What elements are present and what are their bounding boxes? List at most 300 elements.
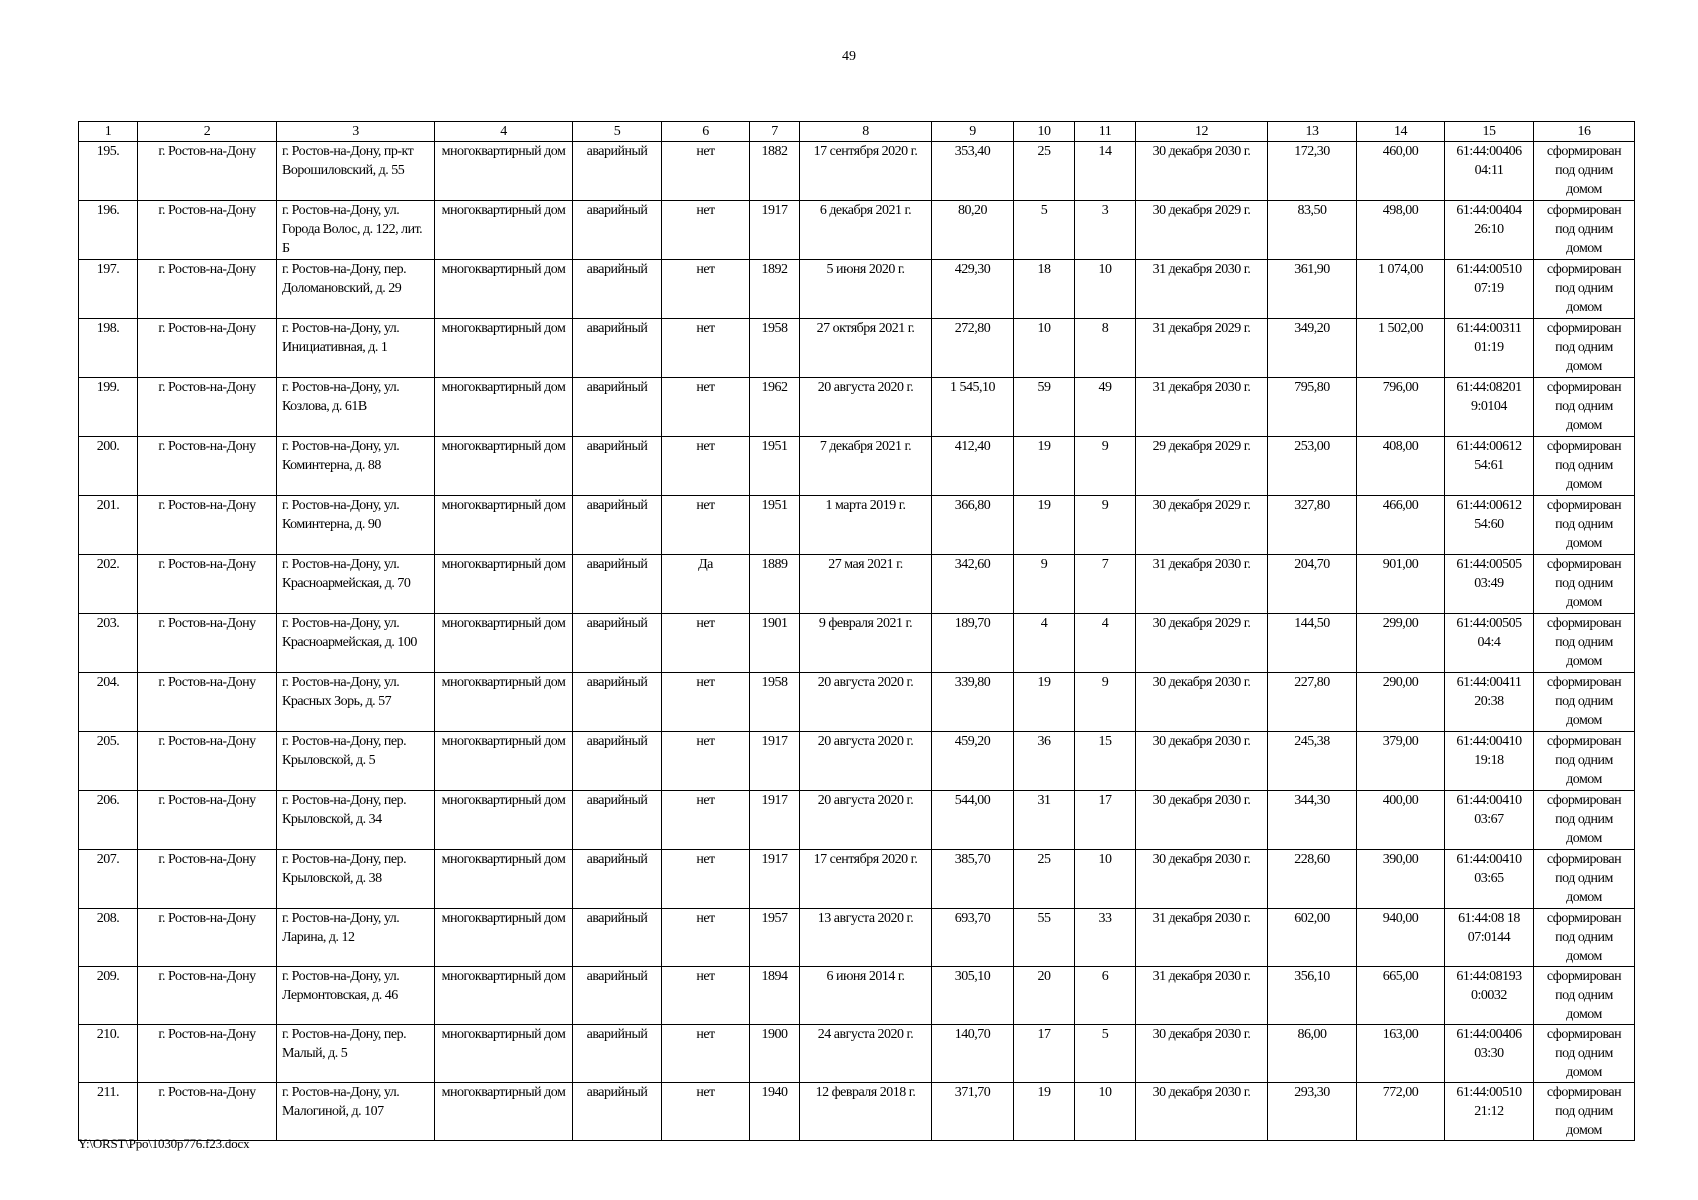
area-14-cell: 901,00 bbox=[1357, 555, 1445, 614]
building-type-cell: многоквартирный дом bbox=[435, 260, 573, 319]
year-cell: 1894 bbox=[750, 967, 800, 1025]
cadastral-number-cell: 61:44:00410 03:67 bbox=[1445, 791, 1534, 850]
flag-cell: нет bbox=[662, 437, 750, 496]
area-13-cell: 245,38 bbox=[1268, 732, 1357, 791]
area-13-cell: 293,30 bbox=[1268, 1083, 1357, 1141]
apartments-cell: 14 bbox=[1075, 142, 1136, 201]
area-13-cell: 602,00 bbox=[1268, 909, 1357, 967]
land-status-cell: сформирован под одним домом bbox=[1534, 201, 1635, 260]
row-number: 196. bbox=[79, 201, 138, 260]
recognition-date-cell: 27 мая 2021 г. bbox=[800, 555, 932, 614]
city-cell: г. Ростов-на-Дону bbox=[138, 909, 277, 967]
column-header-16: 16 bbox=[1534, 122, 1635, 142]
residents-cell: 17 bbox=[1014, 1025, 1075, 1083]
area-14-cell: 1 074,00 bbox=[1357, 260, 1445, 319]
building-type-cell: многоквартирный дом bbox=[435, 555, 573, 614]
condition-cell: аварийный bbox=[573, 909, 662, 967]
row-number: 197. bbox=[79, 260, 138, 319]
cadastral-number-cell: 61:44:00411 20:38 bbox=[1445, 673, 1534, 732]
year-cell: 1958 bbox=[750, 673, 800, 732]
flag-cell: нет bbox=[662, 673, 750, 732]
apartments-cell: 49 bbox=[1075, 378, 1136, 437]
city-cell: г. Ростов-на-Дону bbox=[138, 201, 277, 260]
apartments-cell: 9 bbox=[1075, 673, 1136, 732]
land-status-cell: сформирован под одним домом bbox=[1534, 319, 1635, 378]
recognition-date-cell: 9 февраля 2021 г. bbox=[800, 614, 932, 673]
planned-date-cell: 29 декабря 2029 г. bbox=[1136, 437, 1268, 496]
row-number: 195. bbox=[79, 142, 138, 201]
recognition-date-cell: 6 июня 2014 г. bbox=[800, 967, 932, 1025]
planned-date-cell: 30 декабря 2029 г. bbox=[1136, 496, 1268, 555]
year-cell: 1900 bbox=[750, 1025, 800, 1083]
column-header-11: 11 bbox=[1075, 122, 1136, 142]
land-status-cell: сформирован под одним домом bbox=[1534, 437, 1635, 496]
year-cell: 1958 bbox=[750, 319, 800, 378]
residents-cell: 18 bbox=[1014, 260, 1075, 319]
cadastral-number-cell: 61:44:00410 19:18 bbox=[1445, 732, 1534, 791]
building-type-cell: многоквартирный дом bbox=[435, 437, 573, 496]
address-cell: г. Ростов-на-Дону, пер. Малый, д. 5 bbox=[277, 1025, 435, 1083]
land-status-cell: сформирован под одним домом bbox=[1534, 555, 1635, 614]
area-13-cell: 228,60 bbox=[1268, 850, 1357, 909]
area-cell: 371,70 bbox=[932, 1083, 1014, 1141]
footer-file-path: Y:\ORST\Ppo\1030p776.f23.docx bbox=[78, 1136, 250, 1151]
recognition-date-cell: 7 декабря 2021 г. bbox=[800, 437, 932, 496]
building-type-cell: многоквартирный дом bbox=[435, 378, 573, 437]
cadastral-number-cell: 61:44:00505 03:49 bbox=[1445, 555, 1534, 614]
recognition-date-cell: 1 марта 2019 г. bbox=[800, 496, 932, 555]
area-cell: 385,70 bbox=[932, 850, 1014, 909]
planned-date-cell: 30 декабря 2030 г. bbox=[1136, 850, 1268, 909]
recognition-date-cell: 6 декабря 2021 г. bbox=[800, 201, 932, 260]
address-cell: г. Ростов-на-Дону, ул. Козлова, д. 61В bbox=[277, 378, 435, 437]
area-cell: 339,80 bbox=[932, 673, 1014, 732]
cadastral-number-cell: 61:44:08 18 07:0144 bbox=[1445, 909, 1534, 967]
cadastral-number-cell: 61:44:00612 54:60 bbox=[1445, 496, 1534, 555]
land-status-cell: сформирован под одним домом bbox=[1534, 967, 1635, 1025]
column-header-9: 9 bbox=[932, 122, 1014, 142]
address-cell: г. Ростов-на-Дону, пер. Крыловской, д. 38 bbox=[277, 850, 435, 909]
flag-cell: нет bbox=[662, 201, 750, 260]
row-number: 204. bbox=[79, 673, 138, 732]
year-cell: 1962 bbox=[750, 378, 800, 437]
table-row bbox=[79, 496, 1635, 555]
area-14-cell: 1 502,00 bbox=[1357, 319, 1445, 378]
planned-date-cell: 30 декабря 2029 г. bbox=[1136, 614, 1268, 673]
apartments-cell: 5 bbox=[1075, 1025, 1136, 1083]
city-cell: г. Ростов-на-Дону bbox=[138, 555, 277, 614]
cadastral-number-cell: 61:44:00410 03:65 bbox=[1445, 850, 1534, 909]
table-row bbox=[79, 319, 1635, 378]
row-number: 210. bbox=[79, 1025, 138, 1083]
column-header-13: 13 bbox=[1268, 122, 1357, 142]
table-row bbox=[79, 791, 1635, 850]
area-14-cell: 498,00 bbox=[1357, 201, 1445, 260]
residents-cell: 9 bbox=[1014, 555, 1075, 614]
column-header-12: 12 bbox=[1136, 122, 1268, 142]
condition-cell: аварийный bbox=[573, 1083, 662, 1141]
column-header-4: 4 bbox=[435, 122, 573, 142]
year-cell: 1892 bbox=[750, 260, 800, 319]
area-13-cell: 795,80 bbox=[1268, 378, 1357, 437]
planned-date-cell: 30 декабря 2030 г. bbox=[1136, 673, 1268, 732]
recognition-date-cell: 12 февраля 2018 г. bbox=[800, 1083, 932, 1141]
recognition-date-cell: 27 октября 2021 г. bbox=[800, 319, 932, 378]
building-type-cell: многоквартирный дом bbox=[435, 142, 573, 201]
apartments-cell: 9 bbox=[1075, 437, 1136, 496]
land-status-cell: сформирован под одним домом bbox=[1534, 791, 1635, 850]
address-cell: г. Ростов-на-Дону, ул. Малогиной, д. 107 bbox=[277, 1083, 435, 1141]
area-13-cell: 253,00 bbox=[1268, 437, 1357, 496]
land-status-cell: сформирован под одним домом bbox=[1534, 850, 1635, 909]
address-cell: г. Ростов-на-Дону, пр-кт Ворошиловский, д. 55 bbox=[277, 142, 435, 201]
building-type-cell: многоквартирный дом bbox=[435, 967, 573, 1025]
address-cell: г. Ростов-на-Дону, пер. Крыловской, д. 34 bbox=[277, 791, 435, 850]
table-row bbox=[79, 201, 1635, 260]
building-type-cell: многоквартирный дом bbox=[435, 732, 573, 791]
land-status-cell: сформирован под одним домом bbox=[1534, 614, 1635, 673]
cadastral-number-cell: 61:44:00311 01:19 bbox=[1445, 319, 1534, 378]
year-cell: 1901 bbox=[750, 614, 800, 673]
address-cell: г. Ростов-на-Дону, ул. Города Волос, д. 122, лит. Б bbox=[277, 201, 435, 260]
area-cell: 412,40 bbox=[932, 437, 1014, 496]
flag-cell: нет bbox=[662, 260, 750, 319]
city-cell: г. Ростов-на-Дону bbox=[138, 1025, 277, 1083]
column-header-8: 8 bbox=[800, 122, 932, 142]
building-type-cell: многоквартирный дом bbox=[435, 850, 573, 909]
address-cell: г. Ростов-на-Дону, ул. Коминтерна, д. 88 bbox=[277, 437, 435, 496]
cadastral-number-cell: 61:44:00406 03:30 bbox=[1445, 1025, 1534, 1083]
flag-cell: нет bbox=[662, 1083, 750, 1141]
area-cell: 80,20 bbox=[932, 201, 1014, 260]
table-row bbox=[79, 555, 1635, 614]
city-cell: г. Ростов-на-Дону bbox=[138, 614, 277, 673]
flag-cell: нет bbox=[662, 791, 750, 850]
row-number: 202. bbox=[79, 555, 138, 614]
city-cell: г. Ростов-на-Дону bbox=[138, 142, 277, 201]
planned-date-cell: 31 декабря 2029 г. bbox=[1136, 319, 1268, 378]
table-row bbox=[79, 437, 1635, 496]
year-cell: 1917 bbox=[750, 791, 800, 850]
area-cell: 140,70 bbox=[932, 1025, 1014, 1083]
land-status-cell: сформирован под одним домом bbox=[1534, 378, 1635, 437]
planned-date-cell: 31 декабря 2030 г. bbox=[1136, 909, 1268, 967]
apartments-cell: 8 bbox=[1075, 319, 1136, 378]
building-type-cell: многоквартирный дом bbox=[435, 673, 573, 732]
recognition-date-cell: 17 сентября 2020 г. bbox=[800, 142, 932, 201]
flag-cell: нет bbox=[662, 732, 750, 791]
column-header-5: 5 bbox=[573, 122, 662, 142]
area-13-cell: 172,30 bbox=[1268, 142, 1357, 201]
planned-date-cell: 30 декабря 2029 г. bbox=[1136, 201, 1268, 260]
land-status-cell: сформирован под одним домом bbox=[1534, 732, 1635, 791]
area-cell: 429,30 bbox=[932, 260, 1014, 319]
year-cell: 1882 bbox=[750, 142, 800, 201]
building-type-cell: многоквартирный дом bbox=[435, 1025, 573, 1083]
area-cell: 353,40 bbox=[932, 142, 1014, 201]
table-row bbox=[79, 378, 1635, 437]
row-number: 208. bbox=[79, 909, 138, 967]
area-13-cell: 356,10 bbox=[1268, 967, 1357, 1025]
condition-cell: аварийный bbox=[573, 496, 662, 555]
residents-cell: 31 bbox=[1014, 791, 1075, 850]
area-13-cell: 86,00 bbox=[1268, 1025, 1357, 1083]
building-type-cell: многоквартирный дом bbox=[435, 614, 573, 673]
row-number: 205. bbox=[79, 732, 138, 791]
condition-cell: аварийный bbox=[573, 1025, 662, 1083]
flag-cell: нет bbox=[662, 967, 750, 1025]
area-14-cell: 299,00 bbox=[1357, 614, 1445, 673]
column-header-2: 2 bbox=[138, 122, 277, 142]
land-status-cell: сформирован под одним домом bbox=[1534, 909, 1635, 967]
area-cell: 459,20 bbox=[932, 732, 1014, 791]
apartments-cell: 9 bbox=[1075, 496, 1136, 555]
area-13-cell: 344,30 bbox=[1268, 791, 1357, 850]
condition-cell: аварийный bbox=[573, 260, 662, 319]
residents-cell: 19 bbox=[1014, 496, 1075, 555]
apartments-cell: 6 bbox=[1075, 967, 1136, 1025]
planned-date-cell: 31 декабря 2030 г. bbox=[1136, 378, 1268, 437]
cadastral-number-cell: 61:44:00510 21:12 bbox=[1445, 1083, 1534, 1141]
area-14-cell: 665,00 bbox=[1357, 967, 1445, 1025]
residents-cell: 19 bbox=[1014, 1083, 1075, 1141]
area-cell: 693,70 bbox=[932, 909, 1014, 967]
row-number: 206. bbox=[79, 791, 138, 850]
row-number: 209. bbox=[79, 967, 138, 1025]
address-cell: г. Ростов-на-Дону, ул. Лермонтовская, д. 46 bbox=[277, 967, 435, 1025]
row-number: 201. bbox=[79, 496, 138, 555]
table-row bbox=[79, 732, 1635, 791]
recognition-date-cell: 24 августа 2020 г. bbox=[800, 1025, 932, 1083]
flag-cell: нет bbox=[662, 1025, 750, 1083]
condition-cell: аварийный bbox=[573, 673, 662, 732]
planned-date-cell: 30 декабря 2030 г. bbox=[1136, 1083, 1268, 1141]
area-cell: 1 545,10 bbox=[932, 378, 1014, 437]
table-row bbox=[79, 850, 1635, 909]
residents-cell: 25 bbox=[1014, 142, 1075, 201]
condition-cell: аварийный bbox=[573, 378, 662, 437]
area-13-cell: 349,20 bbox=[1268, 319, 1357, 378]
table-row bbox=[79, 673, 1635, 732]
row-number: 200. bbox=[79, 437, 138, 496]
planned-date-cell: 31 декабря 2030 г. bbox=[1136, 260, 1268, 319]
flag-cell: нет bbox=[662, 378, 750, 437]
apartments-cell: 10 bbox=[1075, 1083, 1136, 1141]
condition-cell: аварийный bbox=[573, 319, 662, 378]
housing-table bbox=[78, 121, 1635, 1141]
residents-cell: 36 bbox=[1014, 732, 1075, 791]
table-row bbox=[79, 1025, 1635, 1083]
address-cell: г. Ростов-на-Дону, ул. Ларина, д. 12 bbox=[277, 909, 435, 967]
city-cell: г. Ростов-на-Дону bbox=[138, 378, 277, 437]
city-cell: г. Ростов-на-Дону bbox=[138, 850, 277, 909]
city-cell: г. Ростов-на-Дону bbox=[138, 437, 277, 496]
residents-cell: 5 bbox=[1014, 201, 1075, 260]
building-type-cell: многоквартирный дом bbox=[435, 791, 573, 850]
table-header bbox=[79, 122, 1635, 142]
area-14-cell: 408,00 bbox=[1357, 437, 1445, 496]
column-header-15: 15 bbox=[1445, 122, 1534, 142]
area-14-cell: 290,00 bbox=[1357, 673, 1445, 732]
recognition-date-cell: 20 августа 2020 г. bbox=[800, 791, 932, 850]
residents-cell: 59 bbox=[1014, 378, 1075, 437]
year-cell: 1917 bbox=[750, 850, 800, 909]
area-cell: 366,80 bbox=[932, 496, 1014, 555]
planned-date-cell: 30 декабря 2030 г. bbox=[1136, 791, 1268, 850]
area-13-cell: 144,50 bbox=[1268, 614, 1357, 673]
table-body bbox=[79, 142, 1635, 1141]
condition-cell: аварийный bbox=[573, 791, 662, 850]
flag-cell: Да bbox=[662, 555, 750, 614]
residents-cell: 10 bbox=[1014, 319, 1075, 378]
table-row bbox=[79, 1083, 1635, 1141]
apartments-cell: 10 bbox=[1075, 260, 1136, 319]
residents-cell: 55 bbox=[1014, 909, 1075, 967]
building-type-cell: многоквартирный дом bbox=[435, 201, 573, 260]
flag-cell: нет bbox=[662, 142, 750, 201]
residents-cell: 4 bbox=[1014, 614, 1075, 673]
year-cell: 1917 bbox=[750, 732, 800, 791]
apartments-cell: 3 bbox=[1075, 201, 1136, 260]
city-cell: г. Ростов-на-Дону bbox=[138, 732, 277, 791]
land-status-cell: сформирован под одним домом bbox=[1534, 496, 1635, 555]
flag-cell: нет bbox=[662, 850, 750, 909]
area-14-cell: 940,00 bbox=[1357, 909, 1445, 967]
header-row bbox=[79, 122, 1635, 142]
condition-cell: аварийный bbox=[573, 201, 662, 260]
recognition-date-cell: 17 сентября 2020 г. bbox=[800, 850, 932, 909]
cadastral-number-cell: 61:44:00404 26:10 bbox=[1445, 201, 1534, 260]
land-status-cell: сформирован под одним домом bbox=[1534, 1083, 1635, 1141]
condition-cell: аварийный bbox=[573, 437, 662, 496]
address-cell: г. Ростов-на-Дону, пер. Крыловской, д. 5 bbox=[277, 732, 435, 791]
cadastral-number-cell: 61:44:08201 9:0104 bbox=[1445, 378, 1534, 437]
cadastral-number-cell: 61:44:00505 04:4 bbox=[1445, 614, 1534, 673]
cadastral-number-cell: 61:44:00612 54:61 bbox=[1445, 437, 1534, 496]
year-cell: 1917 bbox=[750, 201, 800, 260]
residents-cell: 25 bbox=[1014, 850, 1075, 909]
table-row bbox=[79, 260, 1635, 319]
cadastral-number-cell: 61:44:08193 0:0032 bbox=[1445, 967, 1534, 1025]
year-cell: 1957 bbox=[750, 909, 800, 967]
column-header-14: 14 bbox=[1357, 122, 1445, 142]
recognition-date-cell: 5 июня 2020 г. bbox=[800, 260, 932, 319]
address-cell: г. Ростов-на-Дону, ул. Инициативная, д. 1 bbox=[277, 319, 435, 378]
condition-cell: аварийный bbox=[573, 555, 662, 614]
area-13-cell: 361,90 bbox=[1268, 260, 1357, 319]
apartments-cell: 33 bbox=[1075, 909, 1136, 967]
row-number: 207. bbox=[79, 850, 138, 909]
area-14-cell: 379,00 bbox=[1357, 732, 1445, 791]
year-cell: 1940 bbox=[750, 1083, 800, 1141]
land-status-cell: сформирован под одним домом bbox=[1534, 673, 1635, 732]
flag-cell: нет bbox=[662, 614, 750, 673]
table-row bbox=[79, 967, 1635, 1025]
land-status-cell: сформирован под одним домом bbox=[1534, 1025, 1635, 1083]
recognition-date-cell: 20 августа 2020 г. bbox=[800, 732, 932, 791]
city-cell: г. Ростов-на-Дону bbox=[138, 319, 277, 378]
building-type-cell: многоквартирный дом bbox=[435, 496, 573, 555]
address-cell: г. Ростов-на-Дону, ул. Красных Зорь, д. 57 bbox=[277, 673, 435, 732]
planned-date-cell: 30 декабря 2030 г. bbox=[1136, 142, 1268, 201]
address-cell: г. Ростов-на-Дону, ул. Красноармейская, д. 100 bbox=[277, 614, 435, 673]
year-cell: 1951 bbox=[750, 496, 800, 555]
table-row bbox=[79, 614, 1635, 673]
recognition-date-cell: 20 августа 2020 г. bbox=[800, 673, 932, 732]
planned-date-cell: 30 декабря 2030 г. bbox=[1136, 1025, 1268, 1083]
area-cell: 189,70 bbox=[932, 614, 1014, 673]
area-14-cell: 466,00 bbox=[1357, 496, 1445, 555]
area-13-cell: 83,50 bbox=[1268, 201, 1357, 260]
planned-date-cell: 30 декабря 2030 г. bbox=[1136, 732, 1268, 791]
apartments-cell: 10 bbox=[1075, 850, 1136, 909]
row-number: 203. bbox=[79, 614, 138, 673]
city-cell: г. Ростов-на-Дону bbox=[138, 260, 277, 319]
building-type-cell: многоквартирный дом bbox=[435, 909, 573, 967]
city-cell: г. Ростов-на-Дону bbox=[138, 496, 277, 555]
year-cell: 1889 bbox=[750, 555, 800, 614]
apartments-cell: 4 bbox=[1075, 614, 1136, 673]
row-number: 211. bbox=[79, 1083, 138, 1141]
flag-cell: нет bbox=[662, 496, 750, 555]
flag-cell: нет bbox=[662, 319, 750, 378]
condition-cell: аварийный bbox=[573, 142, 662, 201]
table-row bbox=[79, 142, 1635, 201]
building-type-cell: многоквартирный дом bbox=[435, 319, 573, 378]
planned-date-cell: 31 декабря 2030 г. bbox=[1136, 967, 1268, 1025]
area-13-cell: 327,80 bbox=[1268, 496, 1357, 555]
condition-cell: аварийный bbox=[573, 850, 662, 909]
page-number: 49 bbox=[842, 49, 856, 64]
land-status-cell: сформирован под одним домом bbox=[1534, 142, 1635, 201]
city-cell: г. Ростов-на-Дону bbox=[138, 1083, 277, 1141]
column-header-7: 7 bbox=[750, 122, 800, 142]
area-14-cell: 163,00 bbox=[1357, 1025, 1445, 1083]
flag-cell: нет bbox=[662, 909, 750, 967]
area-13-cell: 204,70 bbox=[1268, 555, 1357, 614]
area-14-cell: 390,00 bbox=[1357, 850, 1445, 909]
planned-date-cell: 31 декабря 2030 г. bbox=[1136, 555, 1268, 614]
address-cell: г. Ростов-на-Дону, ул. Коминтерна, д. 90 bbox=[277, 496, 435, 555]
condition-cell: аварийный bbox=[573, 732, 662, 791]
residents-cell: 19 bbox=[1014, 437, 1075, 496]
area-cell: 305,10 bbox=[932, 967, 1014, 1025]
residents-cell: 20 bbox=[1014, 967, 1075, 1025]
area-cell: 342,60 bbox=[932, 555, 1014, 614]
cadastral-number-cell: 61:44:00406 04:11 bbox=[1445, 142, 1534, 201]
area-cell: 544,00 bbox=[932, 791, 1014, 850]
city-cell: г. Ростов-на-Дону bbox=[138, 673, 277, 732]
area-14-cell: 772,00 bbox=[1357, 1083, 1445, 1141]
table-row bbox=[79, 909, 1635, 967]
apartments-cell: 7 bbox=[1075, 555, 1136, 614]
recognition-date-cell: 20 августа 2020 г. bbox=[800, 378, 932, 437]
city-cell: г. Ростов-на-Дону bbox=[138, 791, 277, 850]
condition-cell: аварийный bbox=[573, 614, 662, 673]
cadastral-number-cell: 61:44:00510 07:19 bbox=[1445, 260, 1534, 319]
year-cell: 1951 bbox=[750, 437, 800, 496]
area-14-cell: 400,00 bbox=[1357, 791, 1445, 850]
column-header-1: 1 bbox=[79, 122, 138, 142]
recognition-date-cell: 13 августа 2020 г. bbox=[800, 909, 932, 967]
row-number: 199. bbox=[79, 378, 138, 437]
row-number: 198. bbox=[79, 319, 138, 378]
city-cell: г. Ростов-на-Дону bbox=[138, 967, 277, 1025]
column-header-3: 3 bbox=[277, 122, 435, 142]
area-14-cell: 796,00 bbox=[1357, 378, 1445, 437]
column-header-10: 10 bbox=[1014, 122, 1075, 142]
apartments-cell: 17 bbox=[1075, 791, 1136, 850]
